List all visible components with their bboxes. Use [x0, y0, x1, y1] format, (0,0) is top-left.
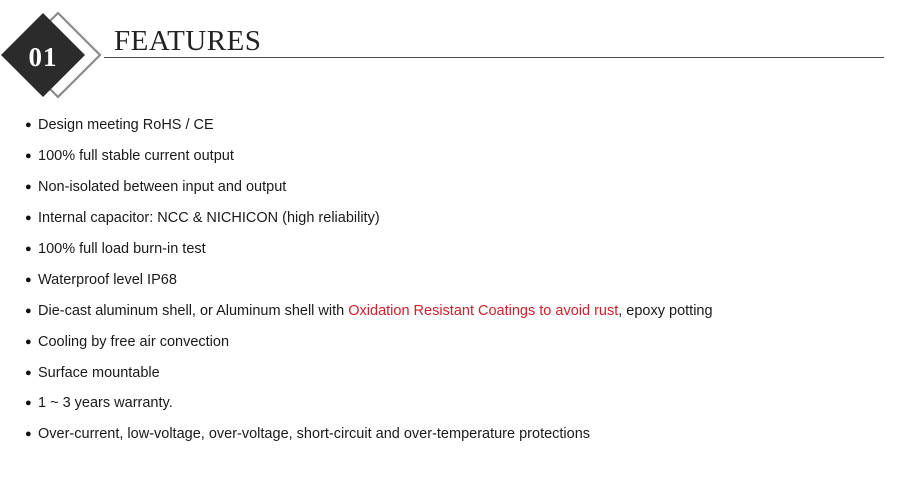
bullet-icon: ●	[25, 243, 32, 255]
bullet-icon: ●	[25, 428, 32, 441]
bullet-icon: ●	[25, 273, 32, 286]
feature-item	[25, 326, 713, 357]
feature-item	[25, 357, 713, 388]
feature-item	[25, 419, 713, 450]
feature-item	[25, 172, 713, 203]
bullet-icon: ●	[25, 212, 32, 225]
feature-text: 100% full load burn-in test	[38, 241, 206, 257]
feature-item	[25, 264, 713, 295]
feature-item	[25, 141, 713, 172]
feature-text: Non-isolated between input and output	[38, 179, 287, 196]
section-number: 01	[28, 42, 58, 72]
bullet-icon: ●	[25, 119, 32, 132]
bullet-icon: ●	[25, 150, 32, 163]
feature-text-after: , epoxy potting	[618, 302, 713, 319]
section-header	[0, 0, 900, 105]
section-title: FEATURES	[114, 25, 262, 57]
feature-text: Waterproof level IP68	[38, 271, 177, 288]
feature-text: Cooling by free air convection	[38, 333, 230, 350]
feature-text: Surface mountable	[38, 364, 160, 381]
feature-text: Design meeting RoHS / CE	[38, 117, 214, 134]
features-list	[25, 110, 713, 450]
feature-item	[25, 234, 713, 265]
bullet-icon: ●	[25, 181, 32, 194]
bullet-icon: ●	[25, 366, 32, 379]
feature-text	[38, 303, 713, 319]
feature-text: 1 ~ 3 years warranty.	[38, 395, 173, 412]
bullet-icon: ●	[25, 397, 32, 410]
feature-text: Over-current, low-voltage, over-voltage, short-circuit and over-temperature protections	[38, 426, 591, 443]
feature-text: 100% full stable current output	[38, 148, 234, 165]
feature-text-highlight: Oxidation Resistant Coatings to avoid rust	[348, 302, 619, 319]
feature-text: Internal capacitor: NCC & NICHICON (high reliability)	[38, 210, 380, 227]
feature-item	[25, 295, 713, 326]
title-divider	[104, 57, 884, 58]
bullet-icon: ●	[25, 304, 32, 317]
bullet-icon: ●	[25, 335, 32, 348]
feature-item	[25, 110, 713, 141]
feature-item	[25, 203, 713, 234]
feature-text-before: Die-cast aluminum shell, or Aluminum shell with	[38, 302, 349, 319]
feature-item	[25, 388, 713, 419]
